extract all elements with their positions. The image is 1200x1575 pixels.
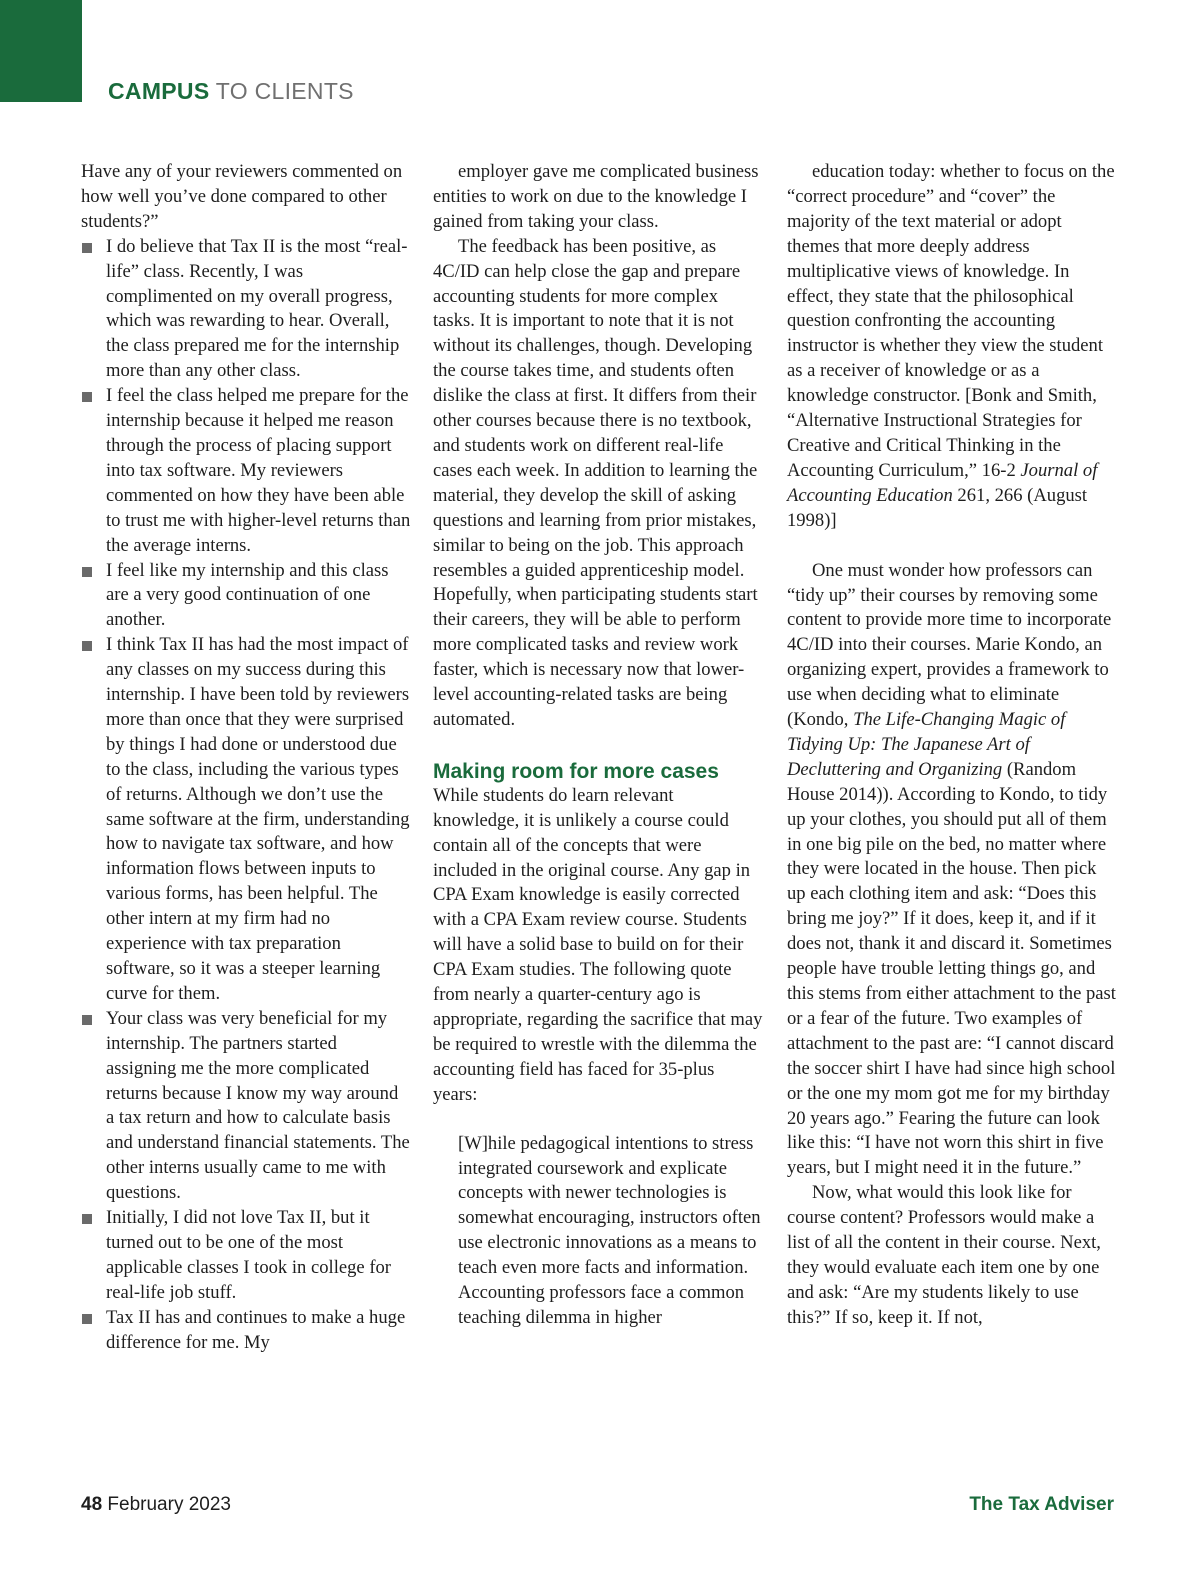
list-item: Initially, I did not love Tax II, but it turned out to be one of the most applicable classes I took in college for real-life job stuff. bbox=[81, 1206, 411, 1306]
list-item: Tax II has and continues to make a huge difference for me. My bbox=[81, 1306, 411, 1356]
block-quote-continuation: education today: whether to focus on the “correct procedure” and “cover” the majority of the text material or adopt themes that more deeply address multiplicative views of knowledge. In effect, they state that the philosophical question confronting the accounting instructor is whether they view the student as a receiver of knowledge or as a knowledge constructor. [Bonk and Smith, “Alternative Instructional Strategies for Creative and Critical Thinking in the Accounting Curriculum,” 16-2 Journal of Accounting Education 261, 266 (August 1998)] bbox=[787, 161, 1115, 531]
body-paragraph: Now, what would this look like for course content? Professors would make a list of all the content in their course. Next, they would evaluate each item one by one and ask: “Are my students likely to use this?” If so, keep it. If not, bbox=[787, 1182, 1101, 1328]
bullet-square-icon bbox=[82, 567, 92, 577]
body-paragraph: The feedback has been positive, as 4C/ID can help close the gap and prepare accounting students for more complex tasks. It is important to note that it is not without its challenges, though. Developing the course takes time, and students often dislike the class at first. It differs from their other courses because there is no textbook, and students work on different real-life cases each week. In addition to learning the material, they develop the skill of asking questions and learning from prior mistakes, similar to being on the job. This approach resembles a guided apprenticeship model. Hopefully, when participating students start their careers, they will be able to perform more complicated tasks and review work faster, which is necessary now that lower-level accounting-related tasks are being automated. bbox=[433, 235, 758, 730]
column-2 bbox=[433, 160, 763, 1331]
interview-question-end: Have any of your reviewers commented on how well you’ve done compared to other students?” bbox=[81, 161, 403, 232]
section-header-light: TO CLIENTS bbox=[215, 78, 354, 104]
bullet-square-icon bbox=[82, 1015, 92, 1025]
bullet-square-icon bbox=[82, 392, 92, 402]
body-paragraph: While students do learn relevant knowledge, it is unlikely a course could contain all of the concepts that were included in the original course. Any gap in CPA Exam knowledge is easily corrected with a CPA Exam review course. Students will have a solid base to build on for their CPA Exam studies. The following quote from nearly a quarter-century ago is appropriate, regarding the sacrifice that may be required to wrestle with the dilemma the accounting field has faced for 35-plus years: bbox=[433, 784, 763, 1105]
body-paragraph: One must wonder how professors can “tidy up” their courses by removing some content to provide more time to incorporate 4C/ID into their courses. Marie Kondo, an organizing expert, provides a framework to use when deciding what to eliminate (Kondo, The Life-Changing Magic of Tidying Up: The Japanese Art of Decluttering and Organizing (Random House 2014)). According to Kondo, to tidy up your clothes, you should put all of them in one big pile on the bed, no matter where they were located in the house. Then pick up each clothing item and ask: “Does this bring me joy?” If it does, keep it, and if it does not, thank it and discard it. Sometimes people have trouble letting things go, and this stems from either attachment to the past or a fear of the future. Two examples of attachment to the past are: “I cannot discard the soccer shirt I have had since high school or the one my mom got me for my birthday 20 years ago.” Fearing the future can look like this: “I have not worn this shirt in five years, but I might need it in the future.” bbox=[787, 559, 1116, 1179]
bullet-square-icon bbox=[82, 1314, 92, 1324]
journal-title: Journal of Accounting Education bbox=[787, 459, 1098, 506]
student-responses-list bbox=[81, 235, 411, 1356]
column-3 bbox=[787, 160, 1117, 1331]
bullet-square-icon bbox=[82, 243, 92, 253]
list-item: Your class was very beneficial for my internship. The partners started assigning me the more complicated returns because I know my way around a tax return and how to calculate basis and understand financial statements. The other interns usually came to me with questions. bbox=[81, 1007, 411, 1206]
book-title: The Life-Changing Magic of Tidying Up: The Japanese Art of Decluttering and Organizing bbox=[787, 709, 1066, 780]
bullet-square-icon bbox=[82, 1214, 92, 1224]
publication-name: The Tax Adviser bbox=[969, 1494, 1114, 1515]
list-item: I feel the class helped me prepare for the internship because it helped me reason through the process of placing support into tax software. My reviewers commented on how they have been able to trust me with higher-level returns than the average interns. bbox=[81, 384, 411, 558]
page-footer bbox=[81, 1493, 231, 1517]
column-1 bbox=[81, 160, 411, 1356]
list-item: I feel like my internship and this class are a very good continuation of one another. bbox=[81, 559, 411, 634]
section-header-strong: CAMPUS bbox=[108, 78, 210, 104]
issue-date: February 2023 bbox=[107, 1494, 231, 1515]
list-item: I do believe that Tax II is the most “real-life” class. Recently, I was complimented on my overall progress, which was rewarding to hear. Overall, the class prepared me for the internship more than any other class. bbox=[81, 235, 411, 384]
list-item: I think Tax II has had the most impact of any classes on my success during this internship. I have been told by reviewers more than once that they were surprised by things I had done or understood due to the class, including the various types of returns. Although we don’t use the same software at the firm, understanding how to navigate tax software, and how information flows between inputs to various forms, has been helpful. The other intern at my firm had no experience with tax preparation software, so it was a steeper learning curve for them. bbox=[81, 633, 411, 1007]
page-number: 48 bbox=[81, 1494, 103, 1515]
bullet-square-icon bbox=[82, 641, 92, 651]
block-quote: [W]hile pedagogical intentions to stress integrated coursework and explicate concepts with newer technologies is somewhat encouraging, instructors often use electronic innovations as a means to teach even more facts and information. Accounting professors face a common teaching dilemma in higher bbox=[458, 1132, 761, 1328]
section-color-tab bbox=[0, 0, 82, 102]
list-item-continuation: employer gave me complicated business entities to work on due to the knowledge I gained from taking your class. bbox=[433, 161, 759, 232]
section-header bbox=[108, 76, 354, 106]
subheading: Making room for more cases bbox=[433, 759, 719, 783]
